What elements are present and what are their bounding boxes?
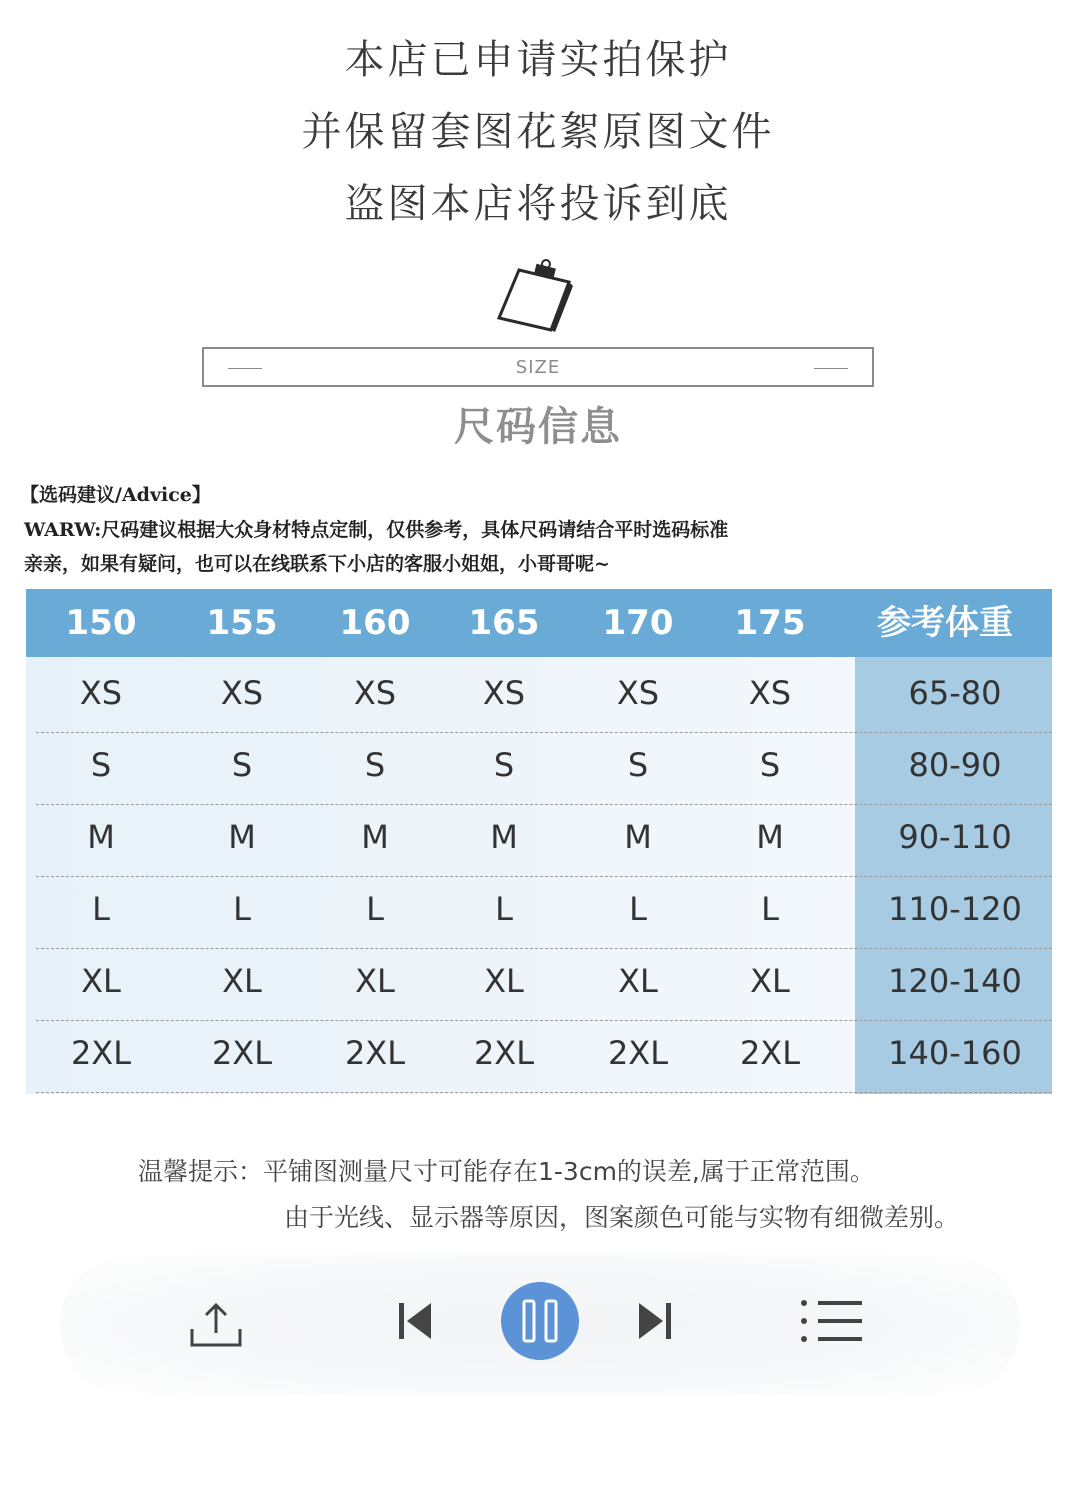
size-cell: M — [756, 818, 784, 856]
size-cell: 2XL — [70, 1034, 132, 1072]
table-row — [26, 873, 1052, 945]
size-cell: XL — [222, 962, 262, 1000]
table-header — [26, 589, 1052, 657]
size-cell: XS — [748, 674, 792, 712]
size-cell: XS — [616, 674, 660, 712]
size-cell: S — [364, 746, 386, 784]
tip-line-1: 温馨提示：平铺图测量尺寸可能存在1-3cm的误差,属于正常范围。 — [138, 1157, 875, 1186]
table-row — [26, 801, 1052, 873]
size-section-banner — [202, 347, 874, 387]
header-height-160: 160 — [339, 603, 411, 643]
size-cell: L — [92, 890, 110, 928]
weight-cell: 120-140 — [888, 962, 1022, 1000]
weight-cell: 140-160 — [888, 1034, 1022, 1072]
size-cell: XL — [355, 962, 395, 1000]
weight-cell: 110-120 — [888, 890, 1022, 928]
size-cell: XL — [750, 962, 790, 1000]
table-row — [26, 1017, 1052, 1089]
notice-line-2: 并保留套图花絮原图文件 — [301, 109, 775, 155]
header-height-155: 155 — [206, 603, 278, 643]
tip-line-2: 由于光线、显示器等原因，图案颜色可能与实物有细微差别。 — [284, 1203, 960, 1232]
size-cell: L — [629, 890, 647, 928]
size-table — [26, 589, 1052, 1094]
size-cell: M — [228, 818, 256, 856]
size-cell: 2XL — [344, 1034, 406, 1072]
size-cell: L — [366, 890, 384, 928]
weight-cell: 65-80 — [908, 674, 1002, 712]
size-cell: 2XL — [211, 1034, 273, 1072]
size-label: SIZE — [515, 357, 561, 378]
header-weight: 参考体重 — [877, 603, 1013, 643]
table-row — [26, 945, 1052, 1017]
size-cell: XL — [618, 962, 658, 1000]
table-row — [26, 657, 1052, 729]
pause-icon[interactable] — [500, 1281, 580, 1361]
next-track-icon[interactable] — [637, 1301, 673, 1341]
table-row — [26, 729, 1052, 801]
header-height-170: 170 — [602, 603, 674, 643]
share-icon[interactable] — [188, 1299, 244, 1351]
size-cell: 2XL — [473, 1034, 535, 1072]
size-cell: M — [87, 818, 115, 856]
size-cell: L — [233, 890, 251, 928]
size-cell: S — [493, 746, 515, 784]
size-cell: S — [231, 746, 253, 784]
size-cell: S — [627, 746, 649, 784]
size-cell: 2XL — [739, 1034, 801, 1072]
size-cell: M — [490, 818, 518, 856]
header-height-175: 175 — [734, 603, 806, 643]
size-cell: XL — [81, 962, 121, 1000]
weight-cell: 80-90 — [908, 746, 1002, 784]
size-cell: XS — [353, 674, 397, 712]
size-cell: S — [759, 746, 781, 784]
size-cell: L — [495, 890, 513, 928]
table-body — [26, 657, 1052, 1094]
notice-line-1: 本店已申请实拍保护 — [344, 37, 732, 83]
size-cell: M — [361, 818, 389, 856]
header-height-150: 150 — [65, 603, 137, 643]
banner-dash-right — [814, 368, 848, 369]
size-cell: 2XL — [607, 1034, 669, 1072]
weight-cell: 90-110 — [898, 818, 1012, 856]
section-title: 尺码信息 — [454, 404, 622, 450]
row-divider — [36, 1092, 1052, 1093]
previous-track-icon[interactable] — [397, 1301, 433, 1341]
advice-line-1: WARW:尺码建议根据大众身材特点定制，仅供参考，具体尺码请结合平时选码标准 — [24, 519, 729, 541]
advice-line-2: 亲亲，如果有疑问，也可以在线联系下小店的客服小姐姐，小哥哥呢~ — [24, 553, 610, 575]
size-cell: S — [90, 746, 112, 784]
size-cell: XS — [220, 674, 264, 712]
header-height-165: 165 — [468, 603, 540, 643]
playlist-icon[interactable] — [800, 1299, 864, 1343]
size-cell: XS — [79, 674, 123, 712]
notice-line-3: 盗图本店将投诉到底 — [344, 181, 732, 227]
size-cell: M — [624, 818, 652, 856]
media-player-bar — [60, 1255, 1020, 1395]
size-cell: XS — [482, 674, 526, 712]
advice-heading: 【选码建议/Advice】 — [20, 484, 211, 506]
size-cell: L — [761, 890, 779, 928]
clipboard-icon — [493, 258, 583, 334]
size-cell: XL — [484, 962, 524, 1000]
